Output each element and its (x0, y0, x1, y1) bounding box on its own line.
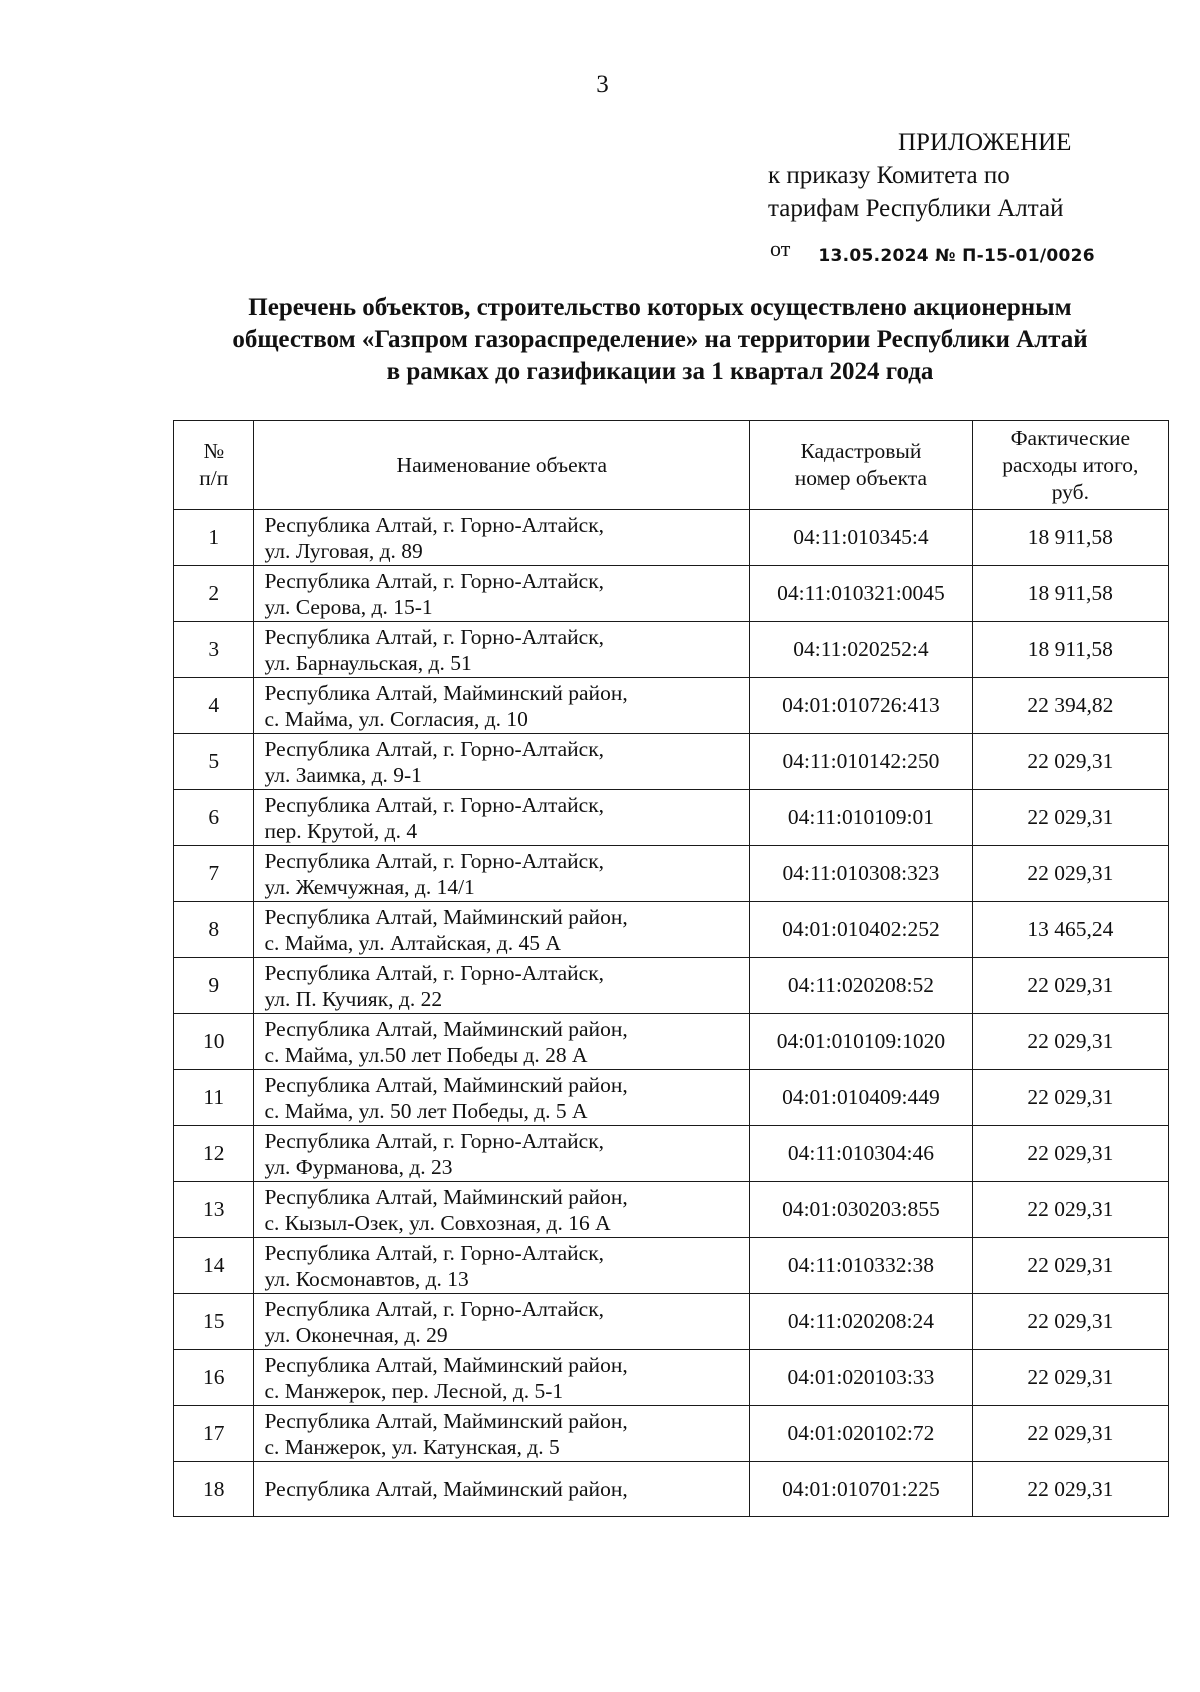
row-number: 16 (174, 1350, 254, 1406)
row-number: 10 (174, 1014, 254, 1070)
header-number (174, 421, 254, 510)
row-number: 7 (174, 846, 254, 902)
header-cadastral-line-2: номер объекта (794, 466, 928, 490)
address-line-1: Республика Алтай, Майминский район, (264, 1072, 628, 1097)
actual-expenses: 22 029,31 (972, 734, 1168, 790)
address-line-2: с. Манжерок, ул. Катунская, д. 5 (264, 1434, 560, 1459)
cadastral-number: 04:01:020103:33 (750, 1350, 973, 1406)
table-row (174, 510, 1169, 566)
object-address (254, 1070, 750, 1126)
address-line-1: Республика Алтай, Майминский район, (264, 1408, 628, 1433)
address-line-1: Республика Алтай, Майминский район, (264, 1352, 628, 1377)
table-row (174, 790, 1169, 846)
row-number: 1 (174, 510, 254, 566)
header-cadastral-line-1: Кадастровый (800, 439, 922, 463)
cadastral-number: 04:11:010142:250 (750, 734, 973, 790)
order-from-label: от (770, 236, 791, 261)
table-row (174, 902, 1169, 958)
actual-expenses: 22 029,31 (972, 1126, 1168, 1182)
table-row (174, 678, 1169, 734)
address-line-2: с. Кызыл-Озек, ул. Совхозная, д. 16 А (264, 1210, 611, 1235)
document-title (150, 292, 1170, 388)
table-row (174, 1294, 1169, 1350)
actual-expenses: 22 029,31 (972, 1070, 1168, 1126)
object-address (254, 1350, 750, 1406)
header-expenses-line-3: руб. (1051, 479, 1089, 504)
object-address (254, 1238, 750, 1294)
address-line-2: с. Майма, ул. 50 лет Победы, д. 5 А (264, 1098, 588, 1123)
address-line-2: ул. Фурманова, д. 23 (264, 1154, 453, 1179)
table-row (174, 1182, 1169, 1238)
address-line-1: Республика Алтай, Майминский район, (264, 680, 628, 705)
object-address (254, 902, 750, 958)
address-line-2: с. Майма, ул. Алтайская, д. 45 А (264, 930, 561, 955)
table-row (174, 1406, 1169, 1462)
table-row (174, 566, 1169, 622)
header-cadastral-number (750, 421, 973, 510)
cadastral-number: 04:11:020252:4 (750, 622, 973, 678)
actual-expenses: 18 911,58 (972, 510, 1168, 566)
page-number-text: 3 (596, 71, 609, 98)
address-line-1: Республика Алтай, г. Горно-Алтайск, (264, 960, 605, 985)
cadastral-number: 04:01:010701:225 (750, 1462, 973, 1517)
cadastral-number: 04:01:010402:252 (750, 902, 973, 958)
actual-expenses: 22 029,31 (972, 958, 1168, 1014)
row-number: 11 (174, 1070, 254, 1126)
cadastral-number: 04:11:020208:24 (750, 1294, 973, 1350)
cadastral-number: 04:01:010726:413 (750, 678, 973, 734)
row-number: 12 (174, 1126, 254, 1182)
actual-expenses: 22 029,31 (972, 790, 1168, 846)
document-title-line-1: Перечень объектов, строительство которых осуществлено акционерным (248, 294, 1072, 321)
row-number: 8 (174, 902, 254, 958)
address-line-1: Республика Алтай, Майминский район, (264, 1477, 628, 1501)
row-number: 14 (174, 1238, 254, 1294)
appendix-line-1: к приказу Комитета по (768, 162, 1010, 189)
actual-expenses: 18 911,58 (972, 566, 1168, 622)
table-row (174, 1126, 1169, 1182)
row-number: 2 (174, 566, 254, 622)
address-line-1: Республика Алтай, г. Горно-Алтайск, (264, 1240, 605, 1265)
row-number: 9 (174, 958, 254, 1014)
address-line-2: с. Майма, ул.50 лет Победы д. 28 А (264, 1042, 588, 1067)
table-header-row (174, 421, 1169, 510)
order-number-stamp: 13.05.2024 № П-15-01/0026 (818, 246, 1095, 266)
table-row (174, 1350, 1169, 1406)
address-line-2: ул. Жемчужная, д. 14/1 (264, 874, 475, 899)
address-line-2: ул. Оконечная, д. 29 (264, 1322, 448, 1347)
object-address (254, 1462, 750, 1517)
row-number: 13 (174, 1182, 254, 1238)
header-number-line-2: п/п (199, 466, 229, 490)
actual-expenses: 22 029,31 (972, 1182, 1168, 1238)
object-address (254, 1126, 750, 1182)
header-actual-expenses (972, 421, 1168, 510)
object-address (254, 1294, 750, 1350)
address-line-1: Республика Алтай, г. Горно-Алтайск, (264, 624, 605, 649)
cadastral-number: 04:01:020102:72 (750, 1406, 973, 1462)
actual-expenses: 18 911,58 (972, 622, 1168, 678)
appendix-line-2: тарифам Республики Алтай (768, 195, 1064, 222)
actual-expenses: 22 029,31 (972, 1014, 1168, 1070)
actual-expenses: 22 029,31 (972, 1238, 1168, 1294)
address-line-2: ул. Заимка, д. 9-1 (264, 762, 422, 787)
address-line-1: Республика Алтай, г. Горно-Алтайск, (264, 1128, 605, 1153)
table-row (174, 734, 1169, 790)
header-object-name-text: Наименование объекта (396, 452, 608, 477)
address-line-1: Республика Алтай, г. Горно-Алтайск, (264, 1296, 605, 1321)
address-line-2: с. Манжерок, пер. Лесной, д. 5-1 (264, 1378, 564, 1403)
page-number (0, 70, 1200, 100)
actual-expenses: 22 029,31 (972, 1294, 1168, 1350)
actual-expenses: 22 029,31 (972, 1350, 1168, 1406)
row-number: 17 (174, 1406, 254, 1462)
row-number: 18 (174, 1462, 254, 1517)
object-address (254, 958, 750, 1014)
object-address (254, 1014, 750, 1070)
address-line-2: ул. Луговая, д. 89 (264, 538, 423, 563)
object-address (254, 510, 750, 566)
address-line-2: ул. Серова, д. 15-1 (264, 594, 433, 619)
document-title-line-2: обществом «Газпром газораспределение» на территории Республики Алтай (232, 326, 1088, 353)
objects-table (173, 420, 1169, 1517)
appendix-title: ПРИЛОЖЕНИЕ (898, 129, 1072, 156)
address-line-2: пер. Крутой, д. 4 (264, 818, 418, 843)
cadastral-number: 04:11:010332:38 (750, 1238, 973, 1294)
address-line-1: Республика Алтай, г. Горно-Алтайск, (264, 512, 605, 537)
header-expenses-line-2: расходы итого, (1002, 452, 1139, 477)
cadastral-number: 04:11:010321:0045 (750, 566, 973, 622)
table-row (174, 622, 1169, 678)
cadastral-number: 04:01:030203:855 (750, 1182, 973, 1238)
row-number: 15 (174, 1294, 254, 1350)
cadastral-number: 04:01:010109:1020 (750, 1014, 973, 1070)
header-number-line-1: № (203, 439, 224, 463)
row-number: 4 (174, 678, 254, 734)
document-title-line-3: в рамках до газификации за 1 квартал 2024 года (386, 358, 934, 385)
table-row (174, 846, 1169, 902)
row-number: 6 (174, 790, 254, 846)
cadastral-number: 04:11:010308:323 (750, 846, 973, 902)
cadastral-number: 04:01:010409:449 (750, 1070, 973, 1126)
table-body (174, 510, 1169, 1517)
cadastral-number: 04:11:010109:01 (750, 790, 973, 846)
address-line-1: Республика Алтай, г. Горно-Алтайск, (264, 568, 605, 593)
header-expenses-line-1: Фактические (1010, 425, 1131, 450)
address-line-2: с. Майма, ул. Согласия, д. 10 (264, 706, 528, 731)
appendix-block (768, 126, 1071, 225)
object-address (254, 846, 750, 902)
cadastral-number: 04:11:010345:4 (750, 510, 973, 566)
actual-expenses: 22 029,31 (972, 846, 1168, 902)
address-line-1: Республика Алтай, Майминский район, (264, 904, 628, 929)
cadastral-number: 04:11:010304:46 (750, 1126, 973, 1182)
object-address (254, 1406, 750, 1462)
object-address (254, 734, 750, 790)
address-line-1: Республика Алтай, Майминский район, (264, 1016, 628, 1041)
table-row (174, 958, 1169, 1014)
address-line-1: Республика Алтай, г. Горно-Алтайск, (264, 792, 605, 817)
address-line-2: ул. Барнаульская, д. 51 (264, 650, 472, 675)
actual-expenses: 22 029,31 (972, 1406, 1168, 1462)
object-address (254, 1182, 750, 1238)
row-number: 3 (174, 622, 254, 678)
address-line-1: Республика Алтай, г. Горно-Алтайск, (264, 736, 605, 761)
address-line-1: Республика Алтай, г. Горно-Алтайск, (264, 848, 605, 873)
object-address (254, 678, 750, 734)
table-row (174, 1238, 1169, 1294)
object-address (254, 622, 750, 678)
order-reference (770, 236, 1095, 266)
actual-expenses: 22 029,31 (972, 1462, 1168, 1517)
table-row (174, 1462, 1169, 1517)
address-line-1: Республика Алтай, Майминский район, (264, 1184, 628, 1209)
address-line-2: ул. Космонавтов, д. 13 (264, 1266, 469, 1291)
table-row (174, 1070, 1169, 1126)
actual-expenses: 22 394,82 (972, 678, 1168, 734)
row-number: 5 (174, 734, 254, 790)
table-row (174, 1014, 1169, 1070)
object-address (254, 790, 750, 846)
header-object-name (254, 421, 750, 510)
object-address (254, 566, 750, 622)
actual-expenses: 13 465,24 (972, 902, 1168, 958)
address-line-2: ул. П. Кучияк, д. 22 (264, 986, 443, 1011)
cadastral-number: 04:11:020208:52 (750, 958, 973, 1014)
